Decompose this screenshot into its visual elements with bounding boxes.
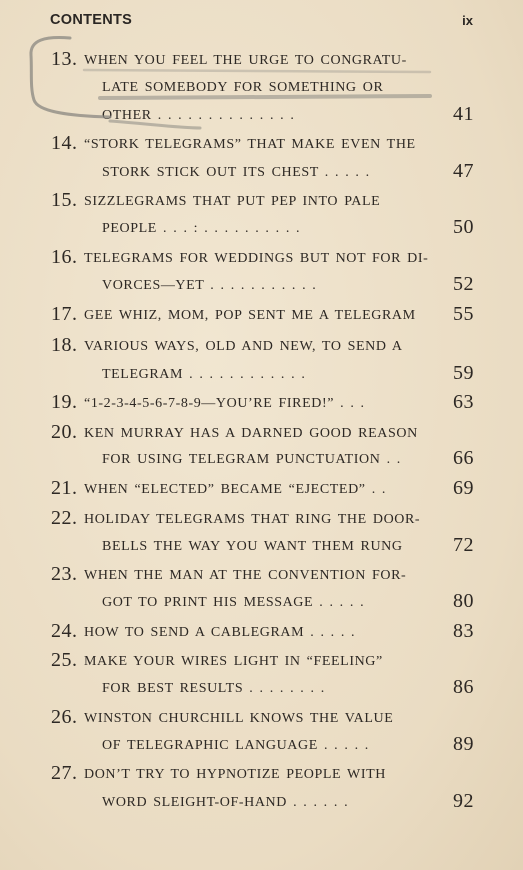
toc-entry-line [0, 48, 523, 74]
toc-entry-line [0, 273, 523, 299]
chapter-title-line: HOW TO SEND A CABLEGRAM . . . . . [84, 625, 356, 640]
chapter-title-line: GOT TO PRINT HIS MESSAGE . . . . . [102, 595, 365, 610]
chapter-title-line: DON’T TRY TO HYPNOTIZE PEOPLE WITH [84, 767, 386, 782]
chapter-title-line: WHEN “ELECTED” BECAME “EJECTED” . . [84, 482, 386, 497]
toc-entry-line [0, 790, 523, 816]
chapter-number: 24. [51, 620, 78, 642]
toc-entry-line [0, 676, 523, 702]
chapter-page-number: 52 [453, 273, 474, 295]
chapter-page-number: 47 [453, 160, 474, 182]
chapter-page-number: 63 [453, 391, 474, 413]
chapter-number: 17. [51, 303, 78, 325]
chapter-title-line: KEN MURRAY HAS A DARNED GOOD REASON [84, 426, 418, 441]
toc-entry-line [0, 246, 523, 272]
roman-page-number: ix [462, 13, 473, 28]
chapter-title-line: BELLS THE WAY YOU WANT THEM RUNG [102, 539, 403, 554]
toc-entry-line [0, 103, 523, 129]
toc-entry-line [0, 477, 523, 503]
chapter-page-number: 83 [453, 620, 474, 642]
chapter-page-number: 69 [453, 477, 474, 499]
toc-entry-line [0, 620, 523, 646]
chapter-title-line: WINSTON CHURCHILL KNOWS THE VALUE [84, 711, 394, 726]
chapter-title-line: VARIOUS WAYS, OLD AND NEW, TO SEND A [84, 339, 403, 354]
toc-entry-line [0, 534, 523, 560]
chapter-title-line: HOLIDAY TELEGRAMS THAT RING THE DOOR- [84, 512, 421, 527]
chapter-page-number: 41 [453, 103, 474, 125]
contents-heading: CONTENTS [50, 12, 133, 28]
chapter-page-number: 86 [453, 676, 474, 698]
chapter-title-line: OTHER . . . . . . . . . . . . . . [102, 108, 295, 123]
toc-entry-line [0, 507, 523, 533]
chapter-page-number: 80 [453, 590, 474, 612]
chapter-page-number: 55 [453, 303, 474, 325]
toc-entry-line [0, 391, 523, 417]
chapter-title-line: LATE SOMEBODY FOR SOMETHING OR [102, 80, 384, 95]
chapter-title-line: TELEGRAM . . . . . . . . . . . . [102, 367, 306, 382]
chapter-title-line: FOR USING TELEGRAM PUNCTUATION . . [102, 452, 401, 467]
chapter-number: 22. [51, 507, 78, 529]
chapter-page-number: 72 [453, 534, 474, 556]
toc-entry-line [0, 733, 523, 759]
chapter-number: 13. [51, 48, 78, 70]
chapter-title-line: VORCES—YET . . . . . . . . . . . [102, 278, 317, 293]
toc-entry-line [0, 421, 523, 447]
toc-entry-line [0, 303, 523, 329]
chapter-title-line: FOR BEST RESULTS . . . . . . . . [102, 681, 325, 696]
chapter-number: 18. [51, 334, 78, 356]
chapter-number: 21. [51, 477, 78, 499]
chapter-title-line: MAKE YOUR WIRES LIGHT IN “FEELING” [84, 654, 383, 669]
chapter-title-line: SIZZLEGRAMS THAT PUT PEP INTO PALE [84, 194, 381, 209]
chapter-number: 14. [51, 132, 78, 154]
toc-entry-line [0, 563, 523, 589]
toc-entry-line [0, 132, 523, 158]
toc-entry-line [0, 75, 523, 101]
toc-entry-line [0, 762, 523, 788]
toc-entry-line [0, 590, 523, 616]
chapter-page-number: 89 [453, 733, 474, 755]
chapter-title-line: “1-2-3-4-5-6-7-8-9—YOU’RE FIRED!” . . . [84, 396, 365, 411]
toc-entry-line [0, 216, 523, 242]
chapter-title-line: WORD SLEIGHT-OF-HAND . . . . . . [102, 795, 349, 810]
chapter-title-line: WHEN YOU FEEL THE URGE TO CONGRATU- [84, 53, 407, 68]
toc-entry-line [0, 189, 523, 215]
chapter-page-number: 59 [453, 362, 474, 384]
chapter-number: 26. [51, 706, 78, 728]
toc-entry-line [0, 334, 523, 360]
chapter-page-number: 92 [453, 790, 474, 812]
chapter-number: 27. [51, 762, 78, 784]
chapter-number: 15. [51, 189, 78, 211]
chapter-page-number: 66 [453, 447, 474, 469]
chapter-number: 16. [51, 246, 78, 268]
chapter-title-line: GEE WHIZ, MOM, POP SENT ME A TELEGRAM [84, 308, 416, 323]
chapter-title-line: STORK STICK OUT ITS CHEST . . . . . [102, 165, 370, 180]
chapter-number: 19. [51, 391, 78, 413]
toc-entry-line [0, 160, 523, 186]
chapter-title-line: WHEN THE MAN AT THE CONVENTION FOR- [84, 568, 407, 583]
toc-entry-line [0, 706, 523, 732]
toc-entry-line [0, 362, 523, 388]
toc-entry-line [0, 649, 523, 675]
chapter-title-line: TELEGRAMS FOR WEDDINGS BUT NOT FOR DI- [84, 251, 429, 266]
chapter-title-line: OF TELEGRAPHIC LANGUAGE . . . . . [102, 738, 369, 753]
chapter-number: 20. [51, 421, 78, 443]
chapter-title-line: “STORK TELEGRAMS” THAT MAKE EVEN THE [84, 137, 416, 152]
chapter-number: 23. [51, 563, 78, 585]
chapter-number: 25. [51, 649, 78, 671]
toc-entry-line [0, 447, 523, 473]
chapter-page-number: 50 [453, 216, 474, 238]
chapter-title-line: PEOPLE . . . : . . . . . . . . . . [102, 221, 301, 236]
